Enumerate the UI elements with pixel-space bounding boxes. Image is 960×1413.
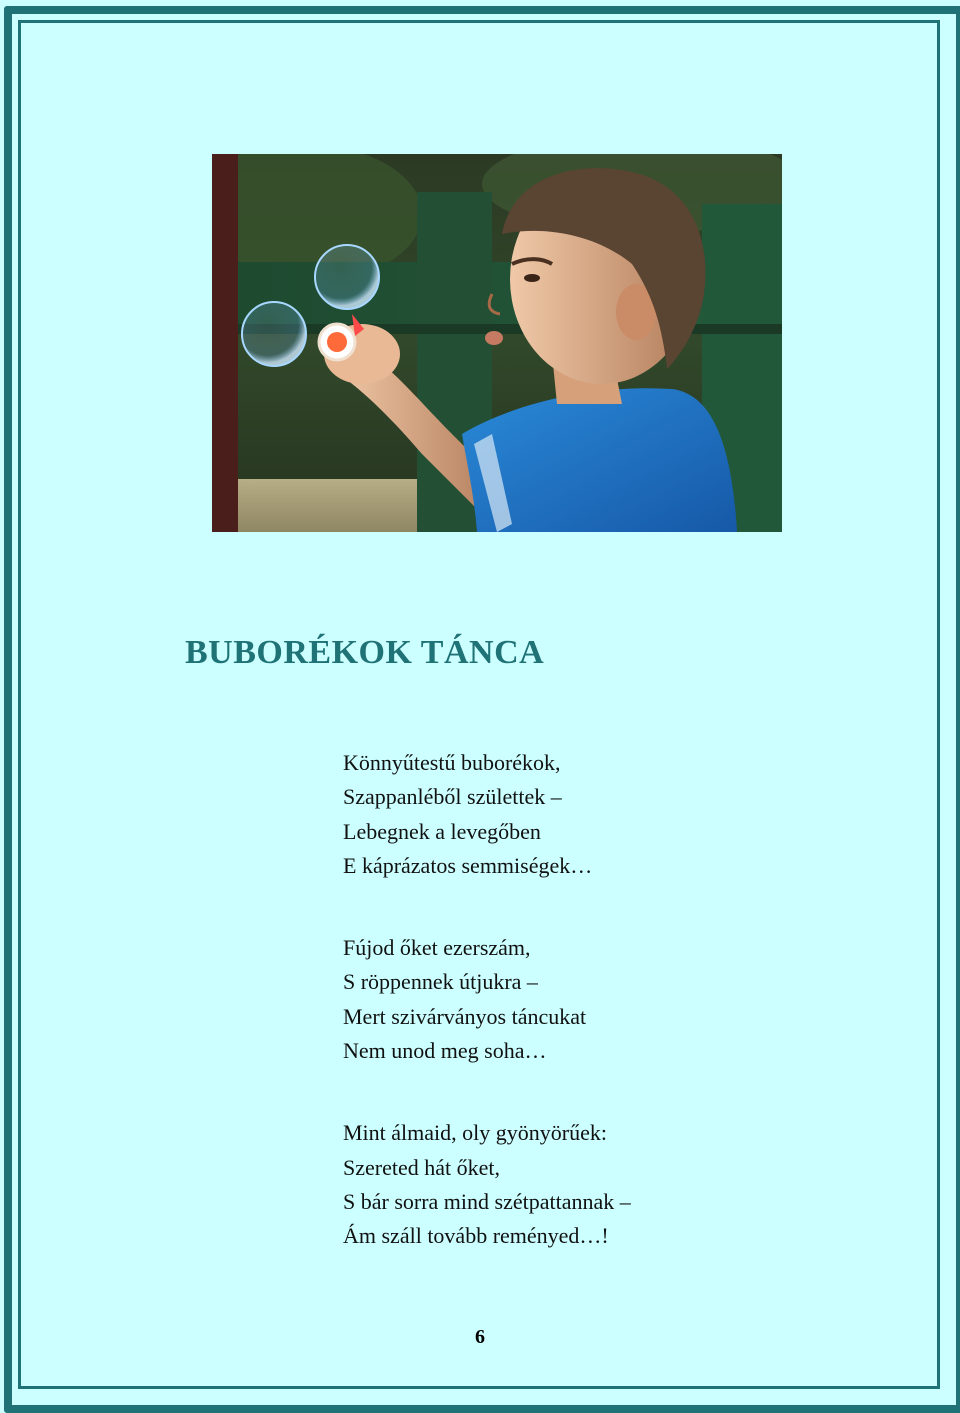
- poem-line: Lebegnek a levegőben: [343, 818, 541, 844]
- photo-illustration: [212, 154, 782, 532]
- poem-line: Mert szivárványos táncukat: [343, 1003, 587, 1029]
- poem-body: [343, 746, 631, 1302]
- poem-line: Szereted hát őket,: [343, 1154, 500, 1180]
- poem-line: E káprázatos semmiségek…: [343, 852, 593, 878]
- poem-line: S bár sorra mind szétpattannak –: [343, 1188, 631, 1214]
- poem-line: Mint álmaid, oly gyönyörűek:: [343, 1120, 607, 1146]
- poem-line: Könnyűtestű buborékok,: [343, 750, 561, 775]
- photo-boy-blowing-bubbles: [212, 154, 782, 532]
- poem-title: BUBORÉKOK TÁNCA: [185, 634, 545, 671]
- page-number: 6: [475, 1326, 485, 1348]
- poem-line: Fújod őket ezerszám,: [343, 935, 531, 961]
- poem-line: S röppennek útjukra –: [343, 969, 538, 995]
- stanza: [343, 931, 631, 1068]
- poem-line: Szappanléből születtek –: [343, 784, 562, 810]
- stanza: [343, 1116, 631, 1253]
- stanza: [343, 746, 631, 883]
- poem-line: Nem unod meg soha…: [343, 1038, 547, 1064]
- poem-line: Ám száll tovább reményed…!: [343, 1223, 609, 1249]
